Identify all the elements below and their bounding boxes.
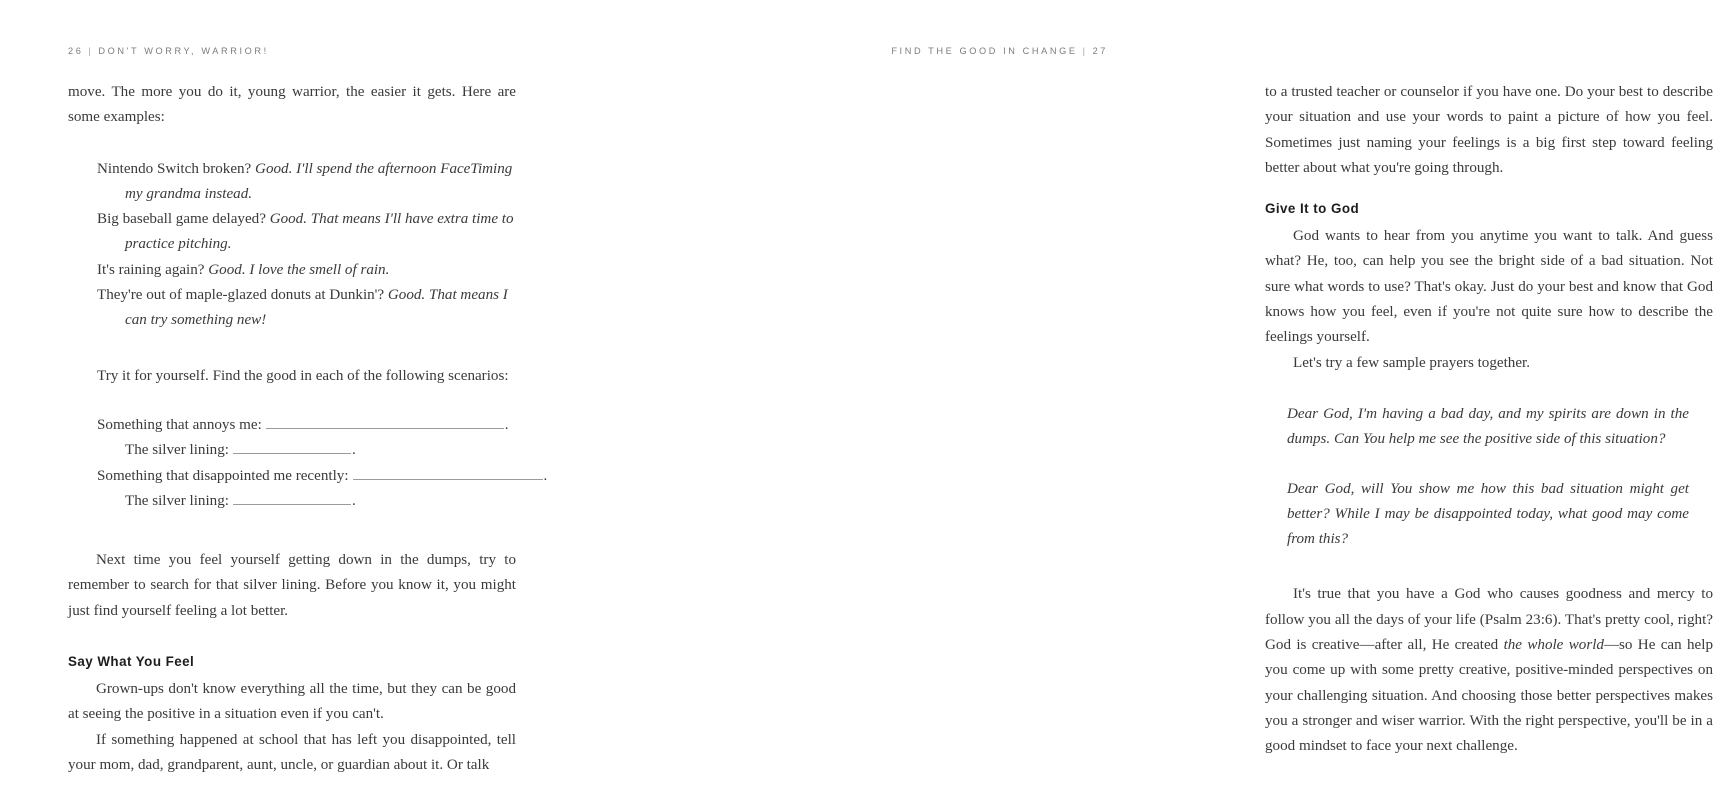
closing-paragraph: Next time you feel yourself getting down in the dumps, try to remember to search for that silver lining. Before you know it, you might just find yourself feeling a lot better.: [68, 552, 516, 619]
running-head-right: [891, 46, 1108, 56]
example-prompt: Big baseball game delayed?: [97, 211, 266, 228]
page-number-right: 27: [1092, 46, 1108, 56]
final-paragraph-part-2: —so He can help you come up with some pretty creative, positive-minded perspectives on your challenging situation. And choosing those better perspectives makes you a stronger and wiser warrior. With the right perspective, you'll be in a good mindset to face your next challenge.: [1265, 637, 1713, 755]
blank-row-silver-lining-1: [97, 438, 516, 463]
list-item: [97, 283, 516, 334]
prayer-block-2: Dear God, will You show me how this bad situation might get better? While I may be disappointed today, what good may come from this?: [1287, 480, 1689, 548]
blank-terminator: .: [543, 467, 548, 484]
example-response: Good. I'll spend the afternoon FaceTiming my grandma instead.: [125, 160, 513, 202]
final-paragraph-italic: the whole world: [1503, 637, 1604, 654]
blank-row-annoys: [97, 413, 516, 438]
final-paragraph: [1265, 582, 1713, 759]
list-item: [97, 157, 516, 208]
prayer-block-1: Dear God, I'm having a bad day, and my spirits are down in the dumps. Can You help me see the positive side of this situation?: [1287, 405, 1689, 448]
blank-terminator: .: [351, 442, 356, 459]
right-page: [590, 0, 1713, 787]
blank-label: The silver lining:: [125, 442, 229, 459]
blank-write-in-line[interactable]: [233, 491, 351, 505]
blank-label: The silver lining:: [125, 492, 229, 509]
blank-row-disappointed: [97, 464, 548, 489]
section-paragraph-1: Grown-ups don't know everything all the time, but they can be good at seeing the positive in a situation even if you can't.: [68, 681, 516, 723]
god-paragraph-1: God wants to hear from you anytime you want to talk. And guess what? He, too, can help you see the bright side of a bad situation. Not sure what words to use? That's okay. Just do your best and know that God knows how you feel, even if you're not quite sure how to describe the feelings yourself.: [1265, 228, 1713, 346]
list-item: [97, 207, 516, 258]
blank-write-in-line[interactable]: [266, 415, 504, 429]
blank-write-in-line[interactable]: [353, 466, 543, 480]
blank-label: Something that disappointed me recently:: [97, 467, 349, 484]
example-response: Good. I love the smell of rain.: [208, 261, 390, 278]
running-head-left: [68, 46, 269, 56]
example-response: Good. That means I'll have extra time to practice pitching.: [125, 211, 514, 253]
running-head-separator-right: |: [1082, 46, 1088, 56]
example-prompt: It's raining again?: [97, 261, 205, 278]
blank-label: Something that annoys me:: [97, 416, 262, 433]
final-paragraph-part-1: It's true that you have a God who causes goodness and mercy to follow you all the days of your life (Psalm 23:6). That's pretty cool, right? God is creative—after all, He created: [1265, 586, 1713, 654]
example-prompt: They're out of maple-glazed donuts at Dunkin'?: [97, 287, 385, 304]
running-head-title-left: DON'T WORRY, WARRIOR!: [98, 46, 269, 56]
running-head-title-right: FIND THE GOOD IN CHANGE: [891, 46, 1078, 56]
blank-terminator: .: [351, 492, 356, 509]
examples-list: [68, 157, 516, 334]
opening-paragraph: move. The more you do it, young warrior, the easier it gets. Here are some examples:: [68, 84, 516, 126]
list-item: [97, 258, 516, 283]
right-text-column: [1265, 80, 1713, 760]
section-heading-say-what-you-feel: Say What You Feel: [68, 654, 195, 670]
continuation-paragraph: to a trusted teacher or counselor if you have one. Do your best to describe your situation and use your words to paint a picture of how you feel. Sometimes just naming your feelings is a big first step toward feeling better about what you're going through.: [1265, 84, 1713, 176]
scenario-lead: Try it for yourself. Find the good in each of the following scenarios:: [97, 367, 509, 384]
running-head-separator-left: |: [88, 46, 94, 56]
section-paragraph-2: If something happened at school that has left you disappointed, tell your mom, dad, grandparent, aunt, uncle, or guardian about it. Or talk: [68, 731, 516, 773]
left-page: [0, 0, 590, 787]
blank-write-in-line[interactable]: [233, 440, 351, 454]
god-paragraph-2: Let's try a few sample prayers together.: [1293, 354, 1531, 371]
example-prompt: Nintendo Switch broken?: [97, 160, 252, 177]
blank-row-silver-lining-2: [97, 489, 516, 514]
example-response: Good. That means I can try something new!: [125, 287, 508, 329]
page-number-left: 26: [68, 46, 84, 56]
blank-terminator: .: [504, 416, 509, 433]
fill-in-blanks-list: [97, 413, 548, 514]
left-text-column: [68, 80, 548, 778]
section-heading-give-it-to-god: Give It to God: [1265, 201, 1360, 217]
